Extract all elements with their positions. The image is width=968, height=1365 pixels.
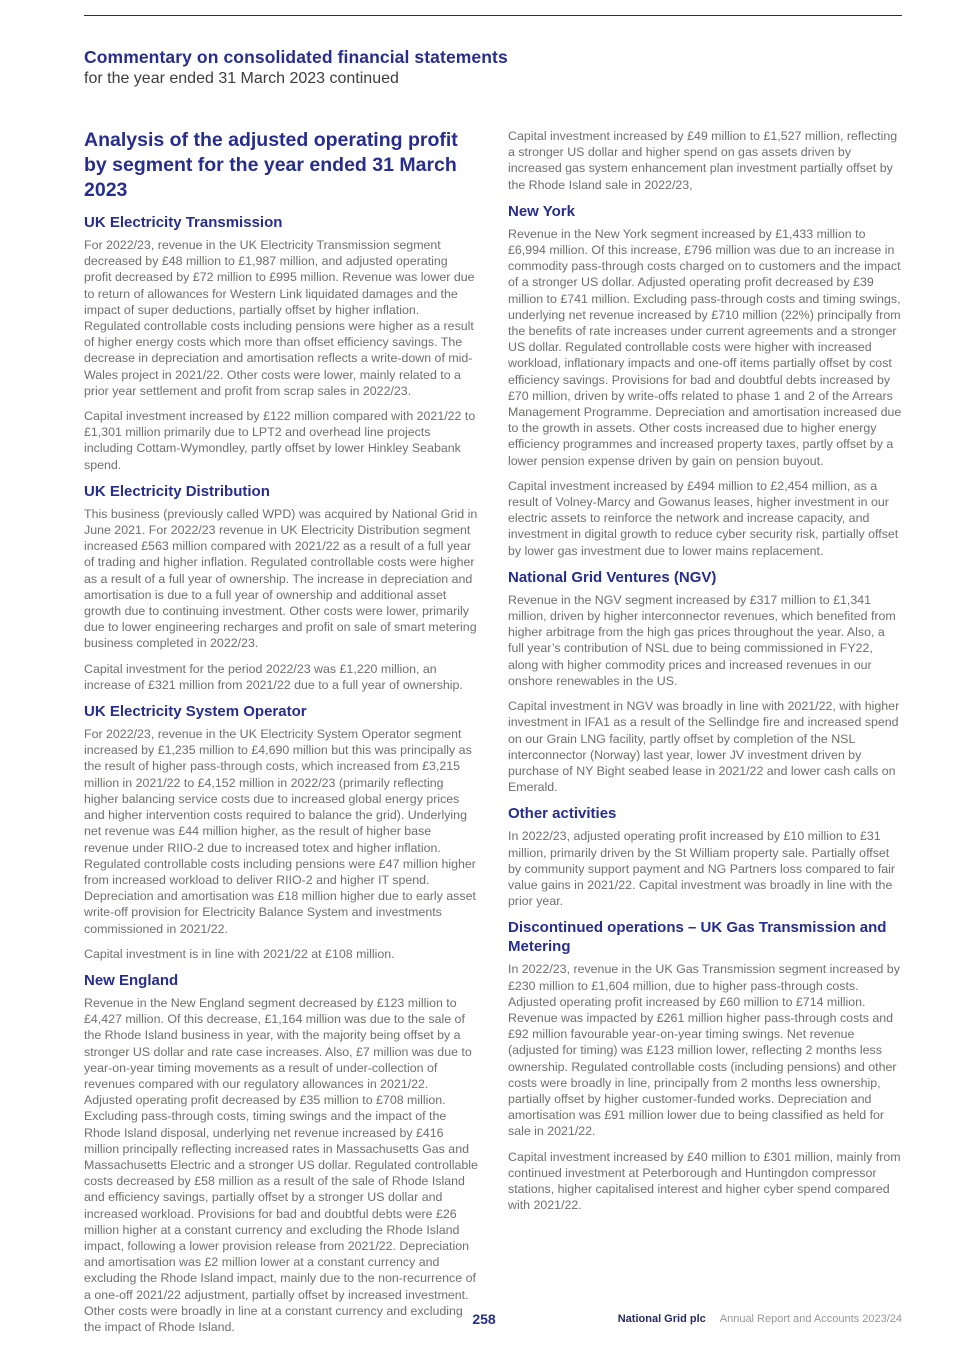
paragraph: In 2022/23, revenue in the UK Gas Transmission segment increased by £230 million to £1,604 million, due to higher pass-through costs. Adjusted operating profit increased by £60 million to £714 million. Revenue was impacted by £261 million higher pass-through costs and £92 million favourable year-on-year timing swings. Net revenue (adjusted for timing) was £123 million lower, reflecting 2 months less ownership. Regulated controllable costs (including pensions) and other costs were broadly in line, principally from 2 months less ownership, partially offset by higher customer-funded works. Depreciation and amortisation was £91 million lower due to being classified as held for sale in 2021/22. [508,962,900,1139]
section-discontinued-operations [508,918,902,1213]
paragraph: Revenue in the NGV segment increased by £317 million to £1,341 million, driven by higher interconnector revenues, which benefited from higher arbitrage from the high gas prices throughout the year. Also, a full year’s contribution of NSL due to being commissioned in FY22, along with higher commodity prices and increased revenues in our onshore renewables in the US. [508,592,896,688]
paragraph: This business (previously called WPD) was acquired by National Grid in June 2021. For 2022/23 revenue in UK Electricity Distribution segment increased £563 million compared with 2021/22 as a result of a full year of trading and higher inflation. Regulated controllable costs were higher as a result of a full year of ownership. The increase in depreciation and amortisation is due to a full year of ownership and additional asset growth due to continuing investment. Other costs were lower, primarily due to lower engineering recharges and profit on sale of smart metering business completed in 2022/23. [84,506,478,651]
top-divider [84,15,902,16]
section-heading: Discontinued operations – UK Gas Transmission and Metering [508,919,887,956]
paragraph: For 2022/23, revenue in the UK Electricity System Operator segment increased by £1,235 million to £4,690 million but this was principally as the result of higher pass-through costs, which increased from £3,215 million in 2021/22 to £4,152 million in 2022/23 (primarily reflecting higher balancing service costs due to increased global energy prices and higher intervention costs required to balance the grid). Underlying net revenue was £44 million higher, as the result of higher base revenue under RIIO-2 due to increased totex and higher inflation. Regulated controllable costs including pensions were £47 million higher from increased workload to deliver RIIO-2 and higher IT spend. Depreciation and amortisation was £18 million higher due to early asset write-off provision for Electricity Balance System and investments commissioned in 2021/22. [84,727,476,936]
section-national-grid-ventures [508,568,902,795]
right-column [508,128,902,1222]
section-uk-electricity-system-operator [84,702,478,962]
paragraph: For 2022/23, revenue in the UK Electricity Transmission segment decreased by £48 million to £1,987 million, and adjusted operating profit decreased by £72 million to £995 million. Revenue was lower due to return of allowances for Western Link liquidated damages and the impact of super deductions, partially offset by higher inflation. Regulated controllable costs including pensions were higher as a result of higher energy costs which more than offset efficiency savings. The decrease in depreciation and amortisation reflects a write-down of mid-Wales project in 2021/22. Other costs were lower, mainly related to a prior year settlement and profit from scrap sales in 2022/23. [84,238,475,398]
paragraph: Revenue in the New York segment increased by £1,433 million to £6,994 million. Of this increase, £796 million was due to an increase in commodity pass-through costs charged on to customers and the impact of a stronger US dollar. Adjusted operating profit decreased by £39 million to £741 million. Excluding pass-through costs and timing swings, underlying net revenue increased by £710 million (22%) principally from the benefits of rate increases under current agreements and a stronger US dollar. Regulated controllable costs were higher with increased workload, inflationary impacts and one-off items partially offset by cost efficiency savings. Provisions for bad and doubtful debts increased by £70 million, driven by write-offs related to phase 1 and 2 of the Arrears Management Programme. Depreciation and amortisation increased due to the growth in assets. Other costs increased due to higher energy efficiency programmes and increased property taxes, partly offset by a lower pension expense driven by gain on pension buyout. [508,226,902,468]
section-heading: UK Electricity System Operator [84,703,307,721]
section-heading: UK Electricity Distribution [84,482,270,500]
footer-right-group [618,1313,902,1325]
two-column-body [0,88,968,1344]
section-heading: National Grid Ventures (NGV) [508,568,717,586]
paragraph: Capital investment increased by £40 million to £301 million, mainly from continued investment at Peterborough and Huntingdon compressor stations, higher capitalised interest and higher cyber spend compared with 2021/22. [508,1149,901,1213]
section-heading: UK Electricity Transmission [84,214,283,231]
main-heading: Analysis of the adjusted operating profit by segment for the year ended 31 March 2023 [84,129,458,201]
section-new-york [508,202,902,559]
left-column [84,128,478,1344]
paragraph: Capital investment increased by £122 million compared with 2021/22 to £1,301 million primarily due to LPT2 and overhead line projects including Cottam-Wymondley, partly offset by lower Hinkley Seabank spend. [84,409,476,472]
page-header [0,0,968,88]
footer-report-title: Annual Report and Accounts 2023/24 [719,1313,902,1325]
paragraph: Capital investment increased by £494 million to £2,454 million, as a result of Volney-Marcy and Gowanus leases, higher investment in our electric assets to reinforce the network and increase capacity, and investment in digital growth to reduce cyber security risk, partially offset by lower gas investment due to lower mains replacement. [508,478,899,558]
page-footer [0,1311,968,1331]
paragraph-new-england-continued: Capital investment increased by £49 million to £1,527 million, reflecting a stronger US dollar and higher spend on gas assets driven by increased gas system enhancement plan investment partially offset by the Rhode Island sale in 2022/23, [508,129,898,192]
paragraph: Revenue in the New England segment decreased by £123 million to £4,427 million. Of this decrease, £1,164 million was due to the sale of the Rhode Island business in year, with the majority being offset by a stronger US dollar and rate case increases. Also, £7 million was due to year-on-year timing movements as a result of under-collection of revenues compared with our regulatory allowances in 2021/22. Adjusted operating profit decreased by £35 million to £708 million. Excluding pass-through costs, timing swings and the impact of the Rhode Island disposal, underlying net revenue increased by £416 million principally reflecting increased rates in Massachusetts Gas and Massachusetts Electric and a stronger US dollar. Regulated controllable costs decreased by £58 million as a result of the sale of Rhode Island and efficiency savings, partially offset by a stronger US dollar and increased workload. Provisions for bad and doubtful debts were £26 million higher at a constant currency and excluding the Rhode Island impact, following a lower provision release from 2021/22. Depreciation and amortisation was £2 million lower at a constant currency and excluding the Rhode Island impact, mainly due to the non-recurrence of a one-off 2021/22 adjustment, partially offset by increased investment. Other costs were broadly in line at a constant currency and excluding the impact of Rhode Island. [84,995,478,1334]
section-heading: New England [84,971,179,989]
page-subtitle: for the year ended 31 March 2023 continued [84,70,399,87]
footer-page-number: 258 [472,1311,496,1327]
paragraph: Capital investment is in line with 2021/22 at £108 million. [84,946,395,961]
paragraph: Capital investment in NGV was broadly in line with 2021/22, with higher investment in IFA1 as a result of the Sellindge fire and increased spend on our Grain LNG facility, partly offset by completion of the NSL interconnector (Norway) last year, lower JV investment driven by purchase of NY Bight seabed lease in 2021/22 and lower cash calls on Emerald. [508,699,900,795]
section-uk-electricity-distribution [84,482,478,693]
section-heading: New York [508,202,575,220]
page-title: Commentary on consolidated financial statements [84,47,508,67]
section-uk-electricity-transmission [84,213,478,473]
section-other-activities [508,804,902,909]
paragraph: In 2022/23, adjusted operating profit increased by £10 million to £31 million, primarily driven by the St William property sale. Partially offset by community support payment and NG Partners loss compared to fair value gains in 2021/22. Capital investment was broadly in line with the prior year. [508,829,896,909]
footer-company-name: National Grid plc [617,1313,706,1325]
section-heading: Other activities [508,805,617,823]
section-new-england [84,971,478,1335]
paragraph: Capital investment for the period 2022/23 was £1,220 million, an increase of £321 million from 2021/22 due to a full year of ownership. [84,661,463,692]
